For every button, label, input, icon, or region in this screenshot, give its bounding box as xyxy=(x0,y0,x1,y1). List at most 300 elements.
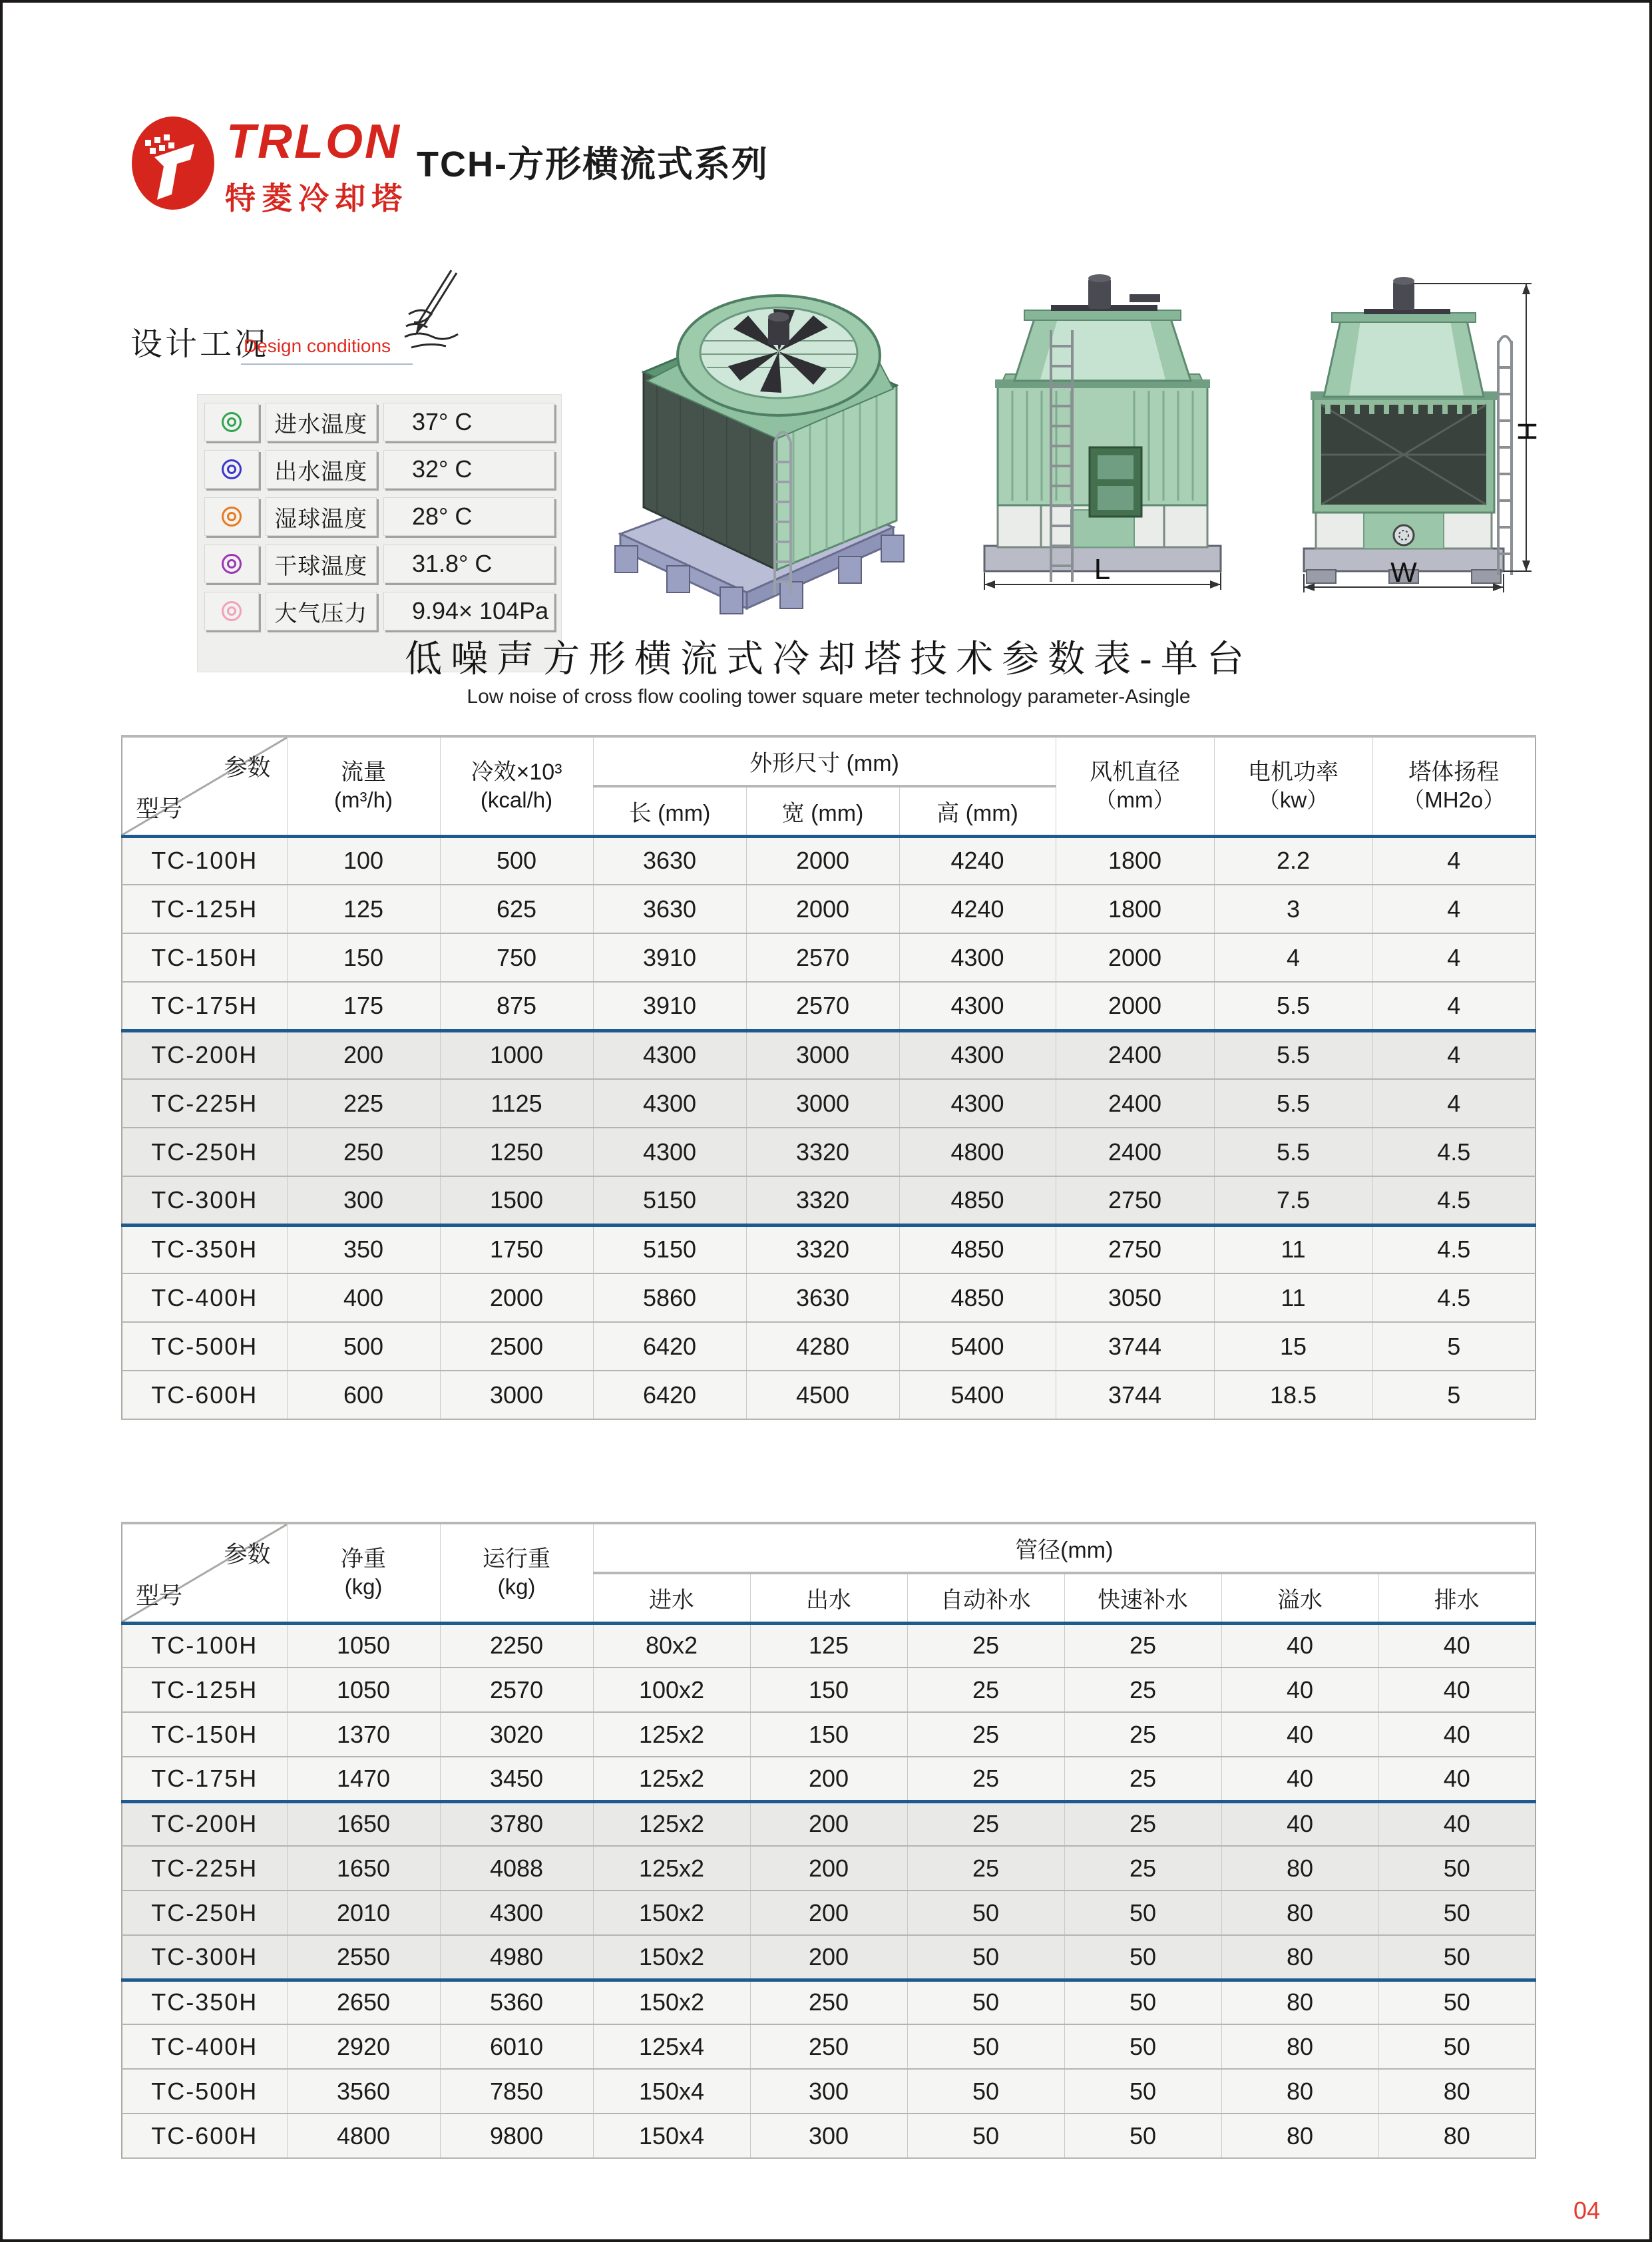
value-cell: 40 xyxy=(1221,1712,1378,1757)
pipe-column-header: 出水 xyxy=(750,1573,907,1623)
value-cell: 500 xyxy=(287,1322,440,1371)
value-cell: 6420 xyxy=(593,1371,746,1419)
value-cell: 2500 xyxy=(440,1322,593,1371)
value-cell: 3000 xyxy=(746,1079,899,1128)
table-row xyxy=(122,1371,1536,1419)
model-cell: TC-600H xyxy=(122,2114,287,2158)
condition-value: 28° C xyxy=(383,497,554,536)
design-conditions-title-cn: 设计工况 xyxy=(130,327,270,362)
value-cell: 3630 xyxy=(593,836,746,885)
value-cell: 125x2 xyxy=(593,1712,750,1757)
value-cell: 4300 xyxy=(899,933,1056,982)
section-title-en: Low noise of cross flow cooling tower square meter technology parameter-Asingle xyxy=(467,686,1191,708)
value-cell: 6010 xyxy=(440,2024,593,2069)
condition-label: 大气压力 xyxy=(266,592,377,630)
value-cell: 2570 xyxy=(440,1668,593,1712)
value-cell: 50 xyxy=(1064,2069,1221,2114)
condition-value: 9.94× 104Pa xyxy=(383,592,554,630)
table-row xyxy=(122,1128,1536,1176)
value-cell: 50 xyxy=(1378,2024,1536,2069)
value-cell: 4 xyxy=(1372,1079,1536,1128)
value-cell: 50 xyxy=(1064,1935,1221,1980)
table-row xyxy=(122,836,1536,885)
cooling-tower-isometric-view xyxy=(580,222,933,605)
value-cell: 4.5 xyxy=(1372,1225,1536,1273)
value-cell: 400 xyxy=(287,1273,440,1322)
model-cell: TC-350H xyxy=(122,1225,287,1273)
value-cell: 1000 xyxy=(440,1030,593,1079)
table-row xyxy=(122,1935,1536,1980)
model-cell: TC-200H xyxy=(122,1801,287,1846)
value-cell: 125 xyxy=(750,1623,907,1668)
value-cell: 50 xyxy=(1064,2114,1221,2158)
value-cell: 40 xyxy=(1378,1712,1536,1757)
value-cell: 250 xyxy=(750,2024,907,2069)
value-cell: 80 xyxy=(1221,1846,1378,1891)
value-cell: 15 xyxy=(1214,1322,1372,1371)
condition-label: 出水温度 xyxy=(266,450,377,489)
value-cell: 150 xyxy=(750,1712,907,1757)
value-cell: 11 xyxy=(1214,1273,1372,1322)
value-cell: 5 xyxy=(1372,1322,1536,1371)
model-cell: TC-125H xyxy=(122,885,287,933)
value-cell: 25 xyxy=(907,1712,1064,1757)
value-cell: 4240 xyxy=(899,836,1056,885)
design-conditions-title-en: Design conditions xyxy=(244,336,391,356)
value-cell: 50 xyxy=(907,2024,1064,2069)
model-cell: TC-150H xyxy=(122,1712,287,1757)
value-cell: 2650 xyxy=(287,1980,440,2024)
value-cell: 2000 xyxy=(440,1273,593,1322)
value-cell: 200 xyxy=(750,1801,907,1846)
table-row xyxy=(122,1273,1536,1322)
value-cell: 4 xyxy=(1214,933,1372,982)
table-row xyxy=(122,1079,1536,1128)
value-cell: 80 xyxy=(1378,2114,1536,2158)
column-header-net-weight: 净重 (kg) xyxy=(287,1523,440,1623)
value-cell: 25 xyxy=(907,1757,1064,1801)
value-cell: 2000 xyxy=(1056,982,1214,1030)
value-cell: 100x2 xyxy=(593,1668,750,1712)
table-row xyxy=(122,1712,1536,1757)
value-cell: 4280 xyxy=(746,1322,899,1371)
value-cell: 125x4 xyxy=(593,2024,750,2069)
column-header-flow: 流量 (m³/h) xyxy=(287,736,440,836)
value-cell: 4850 xyxy=(899,1225,1056,1273)
condition-label: 湿球温度 xyxy=(266,497,377,536)
value-cell: 50 xyxy=(907,1935,1064,1980)
height-dimension-label: H xyxy=(1512,421,1542,441)
value-cell: 300 xyxy=(287,1176,440,1225)
value-cell: 3320 xyxy=(746,1128,899,1176)
condition-icon-cell xyxy=(204,545,259,583)
value-cell: 3320 xyxy=(746,1225,899,1273)
condition-row xyxy=(204,450,554,489)
column-group-dimensions: 外形尺寸 (mm) xyxy=(593,736,1056,786)
value-cell: 750 xyxy=(440,933,593,982)
condition-row xyxy=(204,545,554,583)
brand-name-chinese: 特菱冷却塔 xyxy=(225,181,408,216)
value-cell: 1470 xyxy=(287,1757,440,1801)
value-cell: 4 xyxy=(1372,982,1536,1030)
value-cell: 4088 xyxy=(440,1846,593,1891)
value-cell: 50 xyxy=(1378,1891,1536,1935)
column-header-cooling: 冷效×10³ (kcal/h) xyxy=(440,736,593,836)
value-cell: 80 xyxy=(1221,2024,1378,2069)
pipe-column-header: 自动补水 xyxy=(907,1573,1064,1623)
value-cell: 4300 xyxy=(440,1891,593,1935)
corner-label-parameter: 参数 xyxy=(224,755,271,781)
pipe-column-header: 快速补水 xyxy=(1064,1573,1221,1623)
value-cell: 300 xyxy=(750,2114,907,2158)
table-row xyxy=(122,982,1536,1030)
value-cell: 4 xyxy=(1372,885,1536,933)
value-cell: 25 xyxy=(907,1846,1064,1891)
column-header-height: 高 (mm) xyxy=(899,786,1056,836)
value-cell: 5.5 xyxy=(1214,1079,1372,1128)
value-cell: 50 xyxy=(1378,1980,1536,2024)
value-cell: 5.5 xyxy=(1214,1128,1372,1176)
page-number: 04 xyxy=(1573,2197,1601,2224)
corner-header-cell xyxy=(122,1523,287,1623)
value-cell: 300 xyxy=(750,2069,907,2114)
target-icon xyxy=(222,601,242,621)
value-cell: 5 xyxy=(1372,1371,1536,1419)
value-cell: 3630 xyxy=(593,885,746,933)
value-cell: 25 xyxy=(1064,1623,1221,1668)
value-cell: 4.5 xyxy=(1372,1176,1536,1225)
model-cell: TC-600H xyxy=(122,1371,287,1419)
target-icon xyxy=(222,554,242,574)
value-cell: 4 xyxy=(1372,836,1536,885)
value-cell: 2400 xyxy=(1056,1079,1214,1128)
model-cell: TC-225H xyxy=(122,1079,287,1128)
value-cell: 200 xyxy=(750,1935,907,1980)
value-cell: 3320 xyxy=(746,1176,899,1225)
value-cell: 250 xyxy=(287,1128,440,1176)
value-cell: 2.2 xyxy=(1214,836,1372,885)
value-cell: 5400 xyxy=(899,1322,1056,1371)
table-row xyxy=(122,1322,1536,1371)
condition-value: 31.8° C xyxy=(383,545,554,583)
value-cell: 3630 xyxy=(746,1273,899,1322)
value-cell: 80 xyxy=(1221,1935,1378,1980)
pipe-column-header: 排水 xyxy=(1378,1573,1536,1623)
value-cell: 4850 xyxy=(899,1273,1056,1322)
value-cell: 5150 xyxy=(593,1225,746,1273)
model-cell: TC-500H xyxy=(122,1322,287,1371)
column-header-length: 长 (mm) xyxy=(593,786,746,836)
value-cell: 125x2 xyxy=(593,1846,750,1891)
value-cell: 2000 xyxy=(1056,933,1214,982)
value-cell: 2010 xyxy=(287,1891,440,1935)
value-cell: 80 xyxy=(1221,1891,1378,1935)
value-cell: 225 xyxy=(287,1079,440,1128)
model-cell: TC-350H xyxy=(122,1980,287,2024)
value-cell: 1650 xyxy=(287,1846,440,1891)
value-cell: 80 xyxy=(1221,2069,1378,2114)
value-cell: 150 xyxy=(750,1668,907,1712)
table-row xyxy=(122,1176,1536,1225)
table-row xyxy=(122,2024,1536,2069)
value-cell: 40 xyxy=(1221,1801,1378,1846)
model-cell: TC-250H xyxy=(122,1128,287,1176)
value-cell: 4.5 xyxy=(1372,1273,1536,1322)
value-cell: 6420 xyxy=(593,1322,746,1371)
value-cell: 25 xyxy=(907,1801,1064,1846)
value-cell: 1050 xyxy=(287,1623,440,1668)
corner-label-parameter: 参数 xyxy=(224,1542,271,1568)
value-cell: 80x2 xyxy=(593,1623,750,1668)
value-cell: 3000 xyxy=(440,1371,593,1419)
value-cell: 150x2 xyxy=(593,1980,750,2024)
value-cell: 2400 xyxy=(1056,1030,1214,1079)
condition-label: 干球温度 xyxy=(266,545,377,583)
value-cell: 2000 xyxy=(746,836,899,885)
value-cell: 40 xyxy=(1378,1757,1536,1801)
target-icon xyxy=(222,507,242,527)
condition-row xyxy=(204,497,554,536)
value-cell: 1250 xyxy=(440,1128,593,1176)
value-cell: 40 xyxy=(1378,1668,1536,1712)
value-cell: 50 xyxy=(1378,1935,1536,1980)
condition-row xyxy=(204,592,554,630)
technical-parameter-table xyxy=(121,735,1536,1420)
value-cell: 9800 xyxy=(440,2114,593,2158)
value-cell: 125x2 xyxy=(593,1757,750,1801)
value-cell: 100 xyxy=(287,836,440,885)
value-cell: 25 xyxy=(907,1668,1064,1712)
value-cell: 3744 xyxy=(1056,1371,1214,1419)
pipe-column-header: 进水 xyxy=(593,1573,750,1623)
value-cell: 2570 xyxy=(746,933,899,982)
target-icon xyxy=(222,412,242,432)
table-row xyxy=(122,1668,1536,1712)
table-row xyxy=(122,1846,1536,1891)
value-cell: 200 xyxy=(287,1030,440,1079)
value-cell: 150 xyxy=(287,933,440,982)
value-cell: 1050 xyxy=(287,1668,440,1712)
table-row xyxy=(122,1980,1536,2024)
length-dimension-label: L xyxy=(1094,553,1111,586)
value-cell: 25 xyxy=(1064,1712,1221,1757)
model-cell: TC-125H xyxy=(122,1668,287,1712)
column-group-pipe-diameter: 管径(mm) xyxy=(593,1523,1536,1573)
value-cell: 25 xyxy=(1064,1846,1221,1891)
condition-value: 32° C xyxy=(383,450,554,489)
value-cell: 5150 xyxy=(593,1176,746,1225)
value-cell: 7850 xyxy=(440,2069,593,2114)
value-cell: 3910 xyxy=(593,933,746,982)
value-cell: 150x4 xyxy=(593,2114,750,2158)
value-cell: 175 xyxy=(287,982,440,1030)
pipe-column-header: 溢水 xyxy=(1221,1573,1378,1623)
value-cell: 150x2 xyxy=(593,1891,750,1935)
value-cell: 50 xyxy=(1064,1980,1221,2024)
value-cell: 4500 xyxy=(746,1371,899,1419)
model-cell: TC-175H xyxy=(122,982,287,1030)
value-cell: 25 xyxy=(907,1623,1064,1668)
table-row xyxy=(122,933,1536,982)
value-cell: 625 xyxy=(440,885,593,933)
value-cell: 4300 xyxy=(593,1030,746,1079)
value-cell: 2750 xyxy=(1056,1176,1214,1225)
value-cell: 4 xyxy=(1372,1030,1536,1079)
value-cell: 7.5 xyxy=(1214,1176,1372,1225)
column-header-width: 宽 (mm) xyxy=(746,786,899,836)
column-header-tower-head: 塔体扬程 （MH2o） xyxy=(1372,736,1536,836)
value-cell: 2570 xyxy=(746,982,899,1030)
value-cell: 4300 xyxy=(899,1030,1056,1079)
value-cell: 1500 xyxy=(440,1176,593,1225)
model-cell: TC-300H xyxy=(122,1935,287,1980)
value-cell: 25 xyxy=(1064,1668,1221,1712)
model-cell: TC-225H xyxy=(122,1846,287,1891)
value-cell: 11 xyxy=(1214,1225,1372,1273)
value-cell: 40 xyxy=(1378,1623,1536,1668)
value-cell: 3050 xyxy=(1056,1273,1214,1322)
hand-pen-icon xyxy=(389,268,469,361)
corner-label-model: 型号 xyxy=(136,1582,183,1609)
value-cell: 2000 xyxy=(746,885,899,933)
column-header-running-weight: 运行重 (kg) xyxy=(440,1523,593,1623)
value-cell: 50 xyxy=(1378,1846,1536,1891)
value-cell: 5360 xyxy=(440,1980,593,2024)
model-cell: TC-400H xyxy=(122,1273,287,1322)
value-cell: 350 xyxy=(287,1225,440,1273)
column-header-fan-diameter: 风机直径 （mm） xyxy=(1056,736,1214,836)
column-header-motor-power: 电机功率 （kw） xyxy=(1214,736,1372,836)
value-cell: 4800 xyxy=(287,2114,440,2158)
trlon-logo-emblem xyxy=(130,114,218,212)
value-cell: 500 xyxy=(440,836,593,885)
corner-label-model: 型号 xyxy=(136,795,183,822)
value-cell: 50 xyxy=(907,2114,1064,2158)
table-row xyxy=(122,1891,1536,1935)
value-cell: 4.5 xyxy=(1372,1128,1536,1176)
value-cell: 875 xyxy=(440,982,593,1030)
value-cell: 200 xyxy=(750,1891,907,1935)
value-cell: 40 xyxy=(1221,1668,1378,1712)
condition-row xyxy=(204,403,554,441)
value-cell: 4980 xyxy=(440,1935,593,1980)
value-cell: 1800 xyxy=(1056,885,1214,933)
series-title: TCH-方形横流式系列 xyxy=(417,144,769,184)
value-cell: 3020 xyxy=(440,1712,593,1757)
table-row xyxy=(122,1225,1536,1273)
value-cell: 50 xyxy=(907,1891,1064,1935)
value-cell: 3 xyxy=(1214,885,1372,933)
model-cell: TC-500H xyxy=(122,2069,287,2114)
value-cell: 18.5 xyxy=(1214,1371,1372,1419)
value-cell: 4 xyxy=(1372,933,1536,982)
value-cell: 4300 xyxy=(899,1079,1056,1128)
condition-icon-cell xyxy=(204,403,259,441)
value-cell: 125x2 xyxy=(593,1801,750,1846)
model-cell: TC-150H xyxy=(122,933,287,982)
value-cell: 4300 xyxy=(899,982,1056,1030)
design-conditions-underline xyxy=(241,363,413,365)
value-cell: 2400 xyxy=(1056,1128,1214,1176)
value-cell: 80 xyxy=(1221,2114,1378,2158)
value-cell: 5400 xyxy=(899,1371,1056,1419)
table-row xyxy=(122,1801,1536,1846)
value-cell: 2920 xyxy=(287,2024,440,2069)
value-cell: 3744 xyxy=(1056,1322,1214,1371)
value-cell: 2550 xyxy=(287,1935,440,1980)
value-cell: 4300 xyxy=(593,1079,746,1128)
table-row xyxy=(122,1757,1536,1801)
model-cell: TC-400H xyxy=(122,2024,287,2069)
brand-name: TRLON xyxy=(226,115,401,168)
table-row xyxy=(122,885,1536,933)
value-cell: 1125 xyxy=(440,1079,593,1128)
value-cell: 40 xyxy=(1221,1757,1378,1801)
value-cell: 125 xyxy=(287,885,440,933)
value-cell: 3780 xyxy=(440,1801,593,1846)
condition-icon-cell xyxy=(204,592,259,630)
value-cell: 2750 xyxy=(1056,1225,1214,1273)
model-cell: TC-100H xyxy=(122,1623,287,1668)
value-cell: 25 xyxy=(1064,1801,1221,1846)
condition-value: 37° C xyxy=(383,403,554,441)
value-cell: 150x4 xyxy=(593,2069,750,2114)
condition-label: 进水温度 xyxy=(266,403,377,441)
value-cell: 1750 xyxy=(440,1225,593,1273)
width-dimension-label: W xyxy=(1390,557,1417,588)
value-cell: 4800 xyxy=(899,1128,1056,1176)
value-cell: 4240 xyxy=(899,885,1056,933)
value-cell: 3450 xyxy=(440,1757,593,1801)
value-cell: 1650 xyxy=(287,1801,440,1846)
value-cell: 80 xyxy=(1221,1980,1378,2024)
value-cell: 1800 xyxy=(1056,836,1214,885)
model-cell: TC-300H xyxy=(122,1176,287,1225)
value-cell: 50 xyxy=(907,2069,1064,2114)
model-cell: TC-200H xyxy=(122,1030,287,1079)
value-cell: 200 xyxy=(750,1757,907,1801)
corner-header-cell xyxy=(122,736,287,836)
section-title-cn: 低噪声方形横流式冷却塔技术参数表-单台 xyxy=(405,638,1253,680)
target-icon xyxy=(222,459,242,479)
table-row xyxy=(122,2069,1536,2114)
cooling-tower-side-view xyxy=(1284,274,1542,598)
weight-pipe-table xyxy=(121,1522,1536,2159)
model-cell: TC-250H xyxy=(122,1891,287,1935)
value-cell: 3910 xyxy=(593,982,746,1030)
table-row xyxy=(122,1623,1536,1668)
value-cell: 50 xyxy=(1064,1891,1221,1935)
value-cell: 50 xyxy=(907,1980,1064,2024)
value-cell: 40 xyxy=(1378,1801,1536,1846)
value-cell: 3000 xyxy=(746,1030,899,1079)
value-cell: 5860 xyxy=(593,1273,746,1322)
value-cell: 4850 xyxy=(899,1176,1056,1225)
value-cell: 600 xyxy=(287,1371,440,1419)
value-cell: 2250 xyxy=(440,1623,593,1668)
value-cell: 5.5 xyxy=(1214,982,1372,1030)
value-cell: 200 xyxy=(750,1846,907,1891)
model-cell: TC-175H xyxy=(122,1757,287,1801)
value-cell: 40 xyxy=(1221,1623,1378,1668)
value-cell: 50 xyxy=(1064,2024,1221,2069)
cooling-tower-front-view xyxy=(971,269,1234,598)
value-cell: 80 xyxy=(1378,2069,1536,2114)
value-cell: 5.5 xyxy=(1214,1030,1372,1079)
value-cell: 25 xyxy=(1064,1757,1221,1801)
value-cell: 4300 xyxy=(593,1128,746,1176)
condition-icon-cell xyxy=(204,497,259,536)
